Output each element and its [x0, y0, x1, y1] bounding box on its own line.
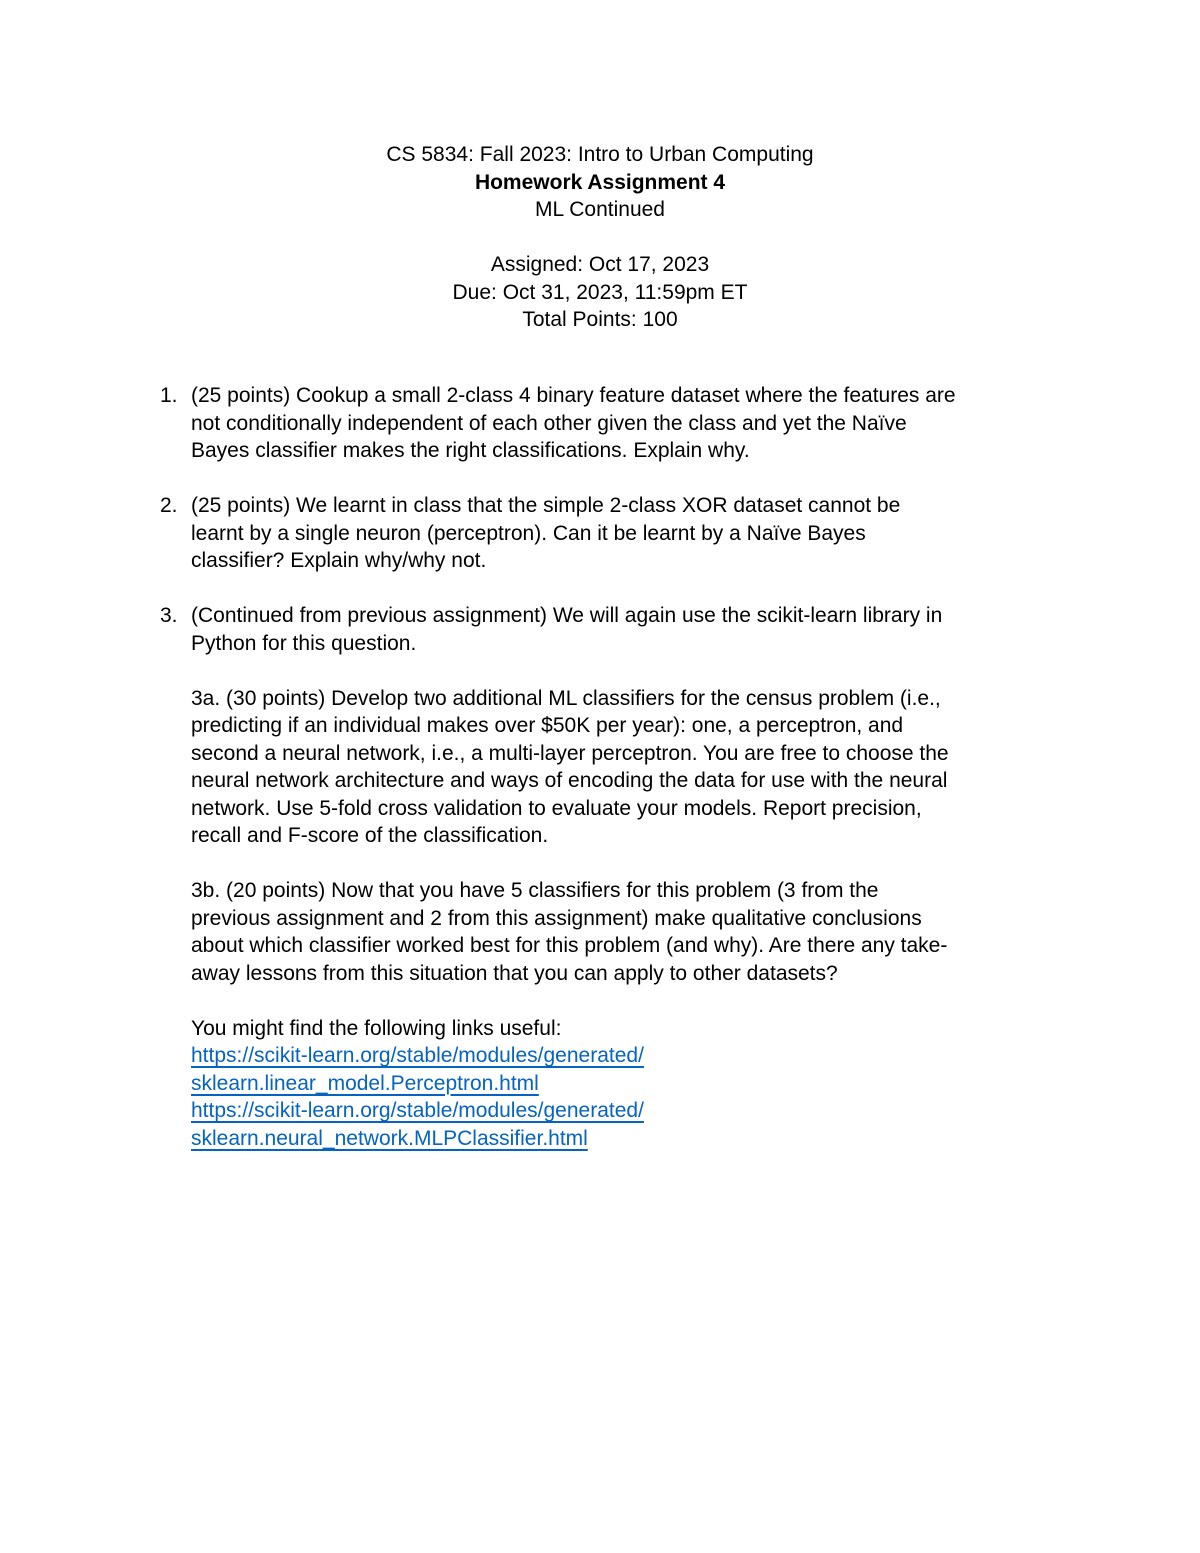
question-text-line: (Continued from previous assignment) We will again use the scikit-learn library in [191, 604, 943, 627]
question-3 [160, 602, 1060, 1152]
due-date: Due: Oct 31, 2023, 11:59pm ET [452, 280, 748, 304]
question-text-line: predicting if an individual makes over $50K per year): one, a perceptron, and [191, 714, 904, 737]
question-number: 2. [160, 494, 178, 517]
question-text-line: second a neural network, i.e., a multi-layer perceptron. You are free to choose the [191, 741, 949, 765]
document-header [0, 141, 1200, 334]
assigned-date: Assigned: Oct 17, 2023 [490, 253, 710, 276]
useful-links [191, 1015, 1060, 1153]
question-list [160, 382, 1060, 1180]
question-number: 3. [160, 604, 178, 627]
question-number: 1. [160, 384, 178, 407]
question-text-line: neural network architecture and ways of encoding the data for use with the neural [191, 769, 948, 792]
total-points: Total Points: 100 [522, 308, 678, 331]
question-text-line: (25 points) We learnt in class that the simple 2-class XOR dataset cannot be [191, 494, 901, 517]
question-text-line: not conditionally independent of each other given the class and yet the Naïve [191, 411, 907, 435]
question-text-line: previous assignment and 2 from this assignment) make qualitative conclusions [191, 906, 922, 930]
question-1 [160, 382, 1060, 465]
question-text-line: 3b. (20 points) Now that you have 5 classifiers for this problem (3 from the [191, 879, 879, 902]
mlp-classifier-doc-link-part2[interactable]: sklearn.neural_network.MLPClassifier.html [191, 1126, 588, 1150]
assignment-subtitle: ML Continued [535, 198, 665, 221]
question-text-line: network. Use 5-fold cross validation to evaluate your models. Report precision, [191, 796, 922, 820]
question-text-line: about which classifier worked best for this problem (and why). Are there any take- [191, 934, 948, 957]
perceptron-doc-link-part1[interactable]: https://scikit-learn.org/stable/modules/generated/ [191, 1044, 644, 1067]
question-text-line: Python for this question. [191, 631, 417, 655]
assignment-title: Homework Assignment 4 [474, 170, 726, 194]
links-intro: You might find the following links useful: [191, 1016, 562, 1040]
question-text-line: away lessons from this situation that you can apply to other datasets? [191, 961, 838, 985]
question-text-line: learnt by a single neuron (perceptron). Can it be learnt by a Naïve Bayes [191, 521, 866, 545]
mlp-classifier-doc-link-part1[interactable]: https://scikit-learn.org/stable/modules/generated/ [191, 1099, 644, 1122]
question-text-line: classifier? Explain why/why not. [191, 549, 487, 572]
course-title: CS 5834: Fall 2023: Intro to Urban Computing [386, 143, 814, 166]
question-text-line: recall and F-score of the classification. [191, 824, 549, 847]
perceptron-doc-link-part2[interactable]: sklearn.linear_model.Perceptron.html [191, 1071, 539, 1095]
question-2 [160, 492, 1060, 575]
question-text-line: Bayes classifier makes the right classifications. Explain why. [191, 439, 750, 462]
question-text-line: (25 points) Cookup a small 2-class 4 binary feature dataset where the features are [191, 384, 956, 407]
question-3b [191, 877, 1060, 987]
question-text-line: 3a. (30 points) Develop two additional ML classifiers for the census problem (i.e., [191, 686, 941, 710]
question-3a [191, 685, 1060, 850]
